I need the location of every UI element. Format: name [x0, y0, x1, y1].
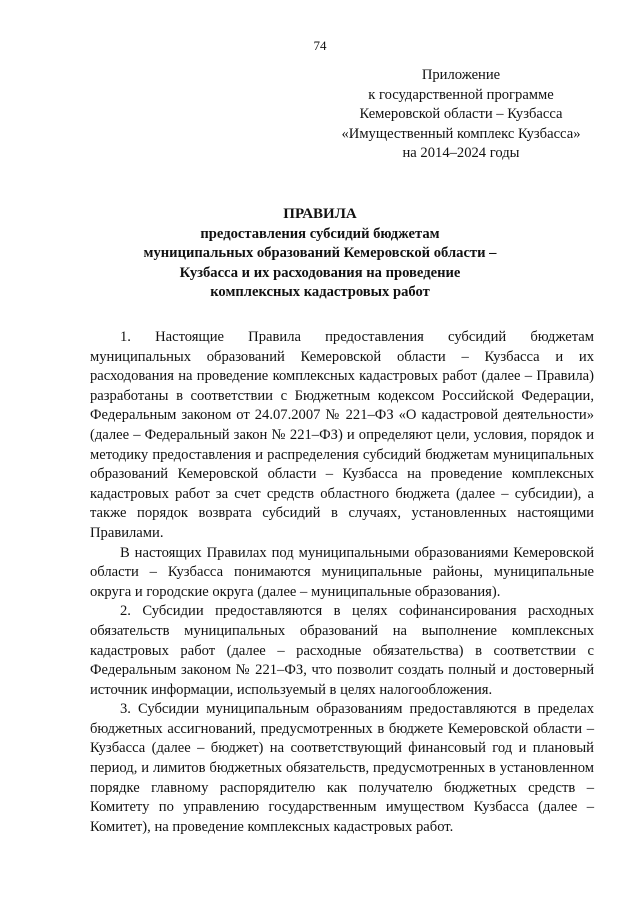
appendix-line: Кемеровской области – Кузбасса: [359, 106, 563, 123]
appendix-line: «Имущественный комплекс Кузбасса»: [341, 125, 581, 142]
title-subtitle-line: предоставления субсидий бюджетам: [200, 225, 440, 242]
paragraph-3: 3. Субсидии муниципальным образованиям предоставляются в пределах бюджетных ассигнований, предусмотренных в бюджете Кемеровской области – Кузбасса (далее – бюджет) на соответствующий финансовый год и плановый период, и лимитов бюджетных обязательств, предусмотренных в установленном порядке главному распорядителю как получателю бюджетных средств – Комитету по управлению государственным имуществом Кузбасса (далее – Комитет), на проведение комплексных кадастровых работ.: [90, 701, 594, 835]
title-subtitle-line: комплексных кадастровых работ: [210, 284, 430, 301]
title-subtitle-line: Кузбасса и их расходования на проведение: [179, 264, 461, 281]
document-title: [80, 205, 560, 303]
page-number: 74: [313, 38, 327, 53]
paragraph-2: 2. Субсидии предоставляются в целях софинансирования расходных обязательств муниципальных образований на выполнение комплексных кадастровых работ (далее – расходные обязательства) в соответствии с Федеральным законом № 221–ФЗ, что позволит создать полный и достоверный источник информации, используемый в целях налогообложения.: [90, 603, 594, 698]
paragraph-municipalities: В настоящих Правилах под муниципальными образованиями Кемеровской области – Кузбасса понимаются муниципальные районы, муниципальные округа и городские округа (далее – муниципальные образования).: [90, 544, 594, 600]
paragraph-1: 1. Настоящие Правила предоставления субсидий бюджетам муниципальных образований Кемеровской области – Кузбасса и их расходования на проведение комплексных кадастровых работ (далее – Правила) разработаны в соответствии с Бюджетным кодексом Российской Федерации, Федеральным законом от 24.07.2007 № 221–ФЗ «О кадастровой деятельности» (далее – Федеральный закон № 221–ФЗ) и определяют цели, условия, порядок и методику предоставления и распределения субсидий бюджетам муниципальных образований Кемеровской области – Кузбасса на проведение комплексных кадастровых работ за счет средств областного бюджета (далее – субсидии), а также порядок возврата субсидий в случаях, установленных настоящими Правилами.: [90, 329, 594, 541]
appendix-line: Приложение: [421, 67, 501, 83]
appendix-line: к государственной программе: [368, 86, 554, 103]
title-main: ПРАВИЛА: [283, 206, 357, 222]
appendix-line: на 2014–2024 годы: [402, 145, 520, 162]
document-body: [90, 328, 594, 837]
title-subtitle-line: муниципальных образований Кемеровской области –: [143, 245, 497, 262]
appendix-header: [320, 66, 602, 164]
